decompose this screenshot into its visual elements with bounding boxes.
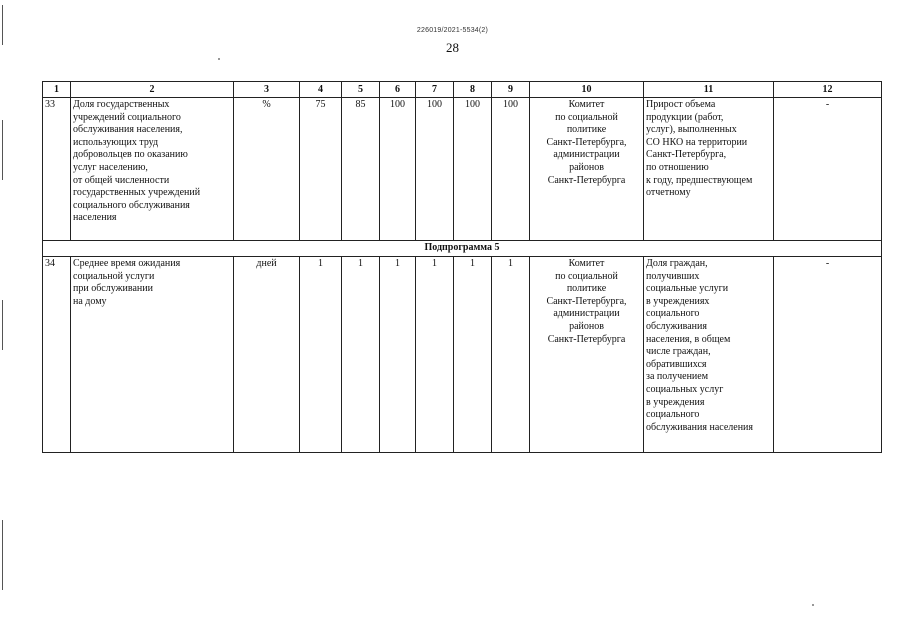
value-cell: 1 <box>492 257 530 453</box>
value-cell: 1 <box>454 257 492 453</box>
table-row <box>43 257 882 453</box>
related-indicator-cell: Доля граждан, получивших социальные услуги в учреждениях социального обслуживания населения, в общем числе граждан, обратившихся за получением социальных услуг в учреждения социального обслуживания населения <box>644 257 774 453</box>
column-header: 2 <box>71 82 234 98</box>
column-header: 8 <box>454 82 492 98</box>
row-number: 33 <box>43 98 71 241</box>
executor-cell: Комитет по социальной политике Санкт-Петербурга, администрации районов Санкт-Петербурга <box>530 98 644 241</box>
column-header-row <box>43 82 882 98</box>
scan-edge-mark <box>2 5 3 45</box>
column-header: 3 <box>234 82 300 98</box>
value-cell: 100 <box>380 98 416 241</box>
unit-cell: дней <box>234 257 300 453</box>
column-header: 7 <box>416 82 454 98</box>
scan-edge-mark <box>2 300 3 350</box>
value-cell: 1 <box>342 257 380 453</box>
note-cell: - <box>774 257 882 453</box>
subprogram-label: Подпрограмма 5 <box>43 241 882 257</box>
table-row <box>43 98 882 241</box>
value-cell: 100 <box>454 98 492 241</box>
column-header: 4 <box>300 82 342 98</box>
note-cell: - <box>774 98 882 241</box>
value-cell: 1 <box>416 257 454 453</box>
value-cell: 75 <box>300 98 342 241</box>
related-indicator-cell: Прирост объема продукции (работ, услуг), выполненных СО НКО на территории Санкт-Петербурга, по отношению к году, предшествующем отчетному <box>644 98 774 241</box>
indicators-table <box>42 81 882 453</box>
document-id: 226019/2021-5534(2) <box>416 27 489 34</box>
executor-cell: Комитет по социальной политике Санкт-Петербурга, администрации районов Санкт-Петербурга <box>530 257 644 453</box>
indicator-name: Среднее время ожидания социальной услуги при обслуживании на дому <box>71 257 234 453</box>
column-header: 12 <box>774 82 882 98</box>
scan-dot <box>812 604 814 606</box>
column-header: 11 <box>644 82 774 98</box>
value-cell: 100 <box>416 98 454 241</box>
column-header: 5 <box>342 82 380 98</box>
column-header: 1 <box>43 82 71 98</box>
column-header: 10 <box>530 82 644 98</box>
scan-edge-mark <box>2 120 3 180</box>
column-header: 9 <box>492 82 530 98</box>
scan-dot <box>218 58 220 60</box>
value-cell: 85 <box>342 98 380 241</box>
value-cell: 1 <box>380 257 416 453</box>
scan-edge-mark <box>2 520 3 590</box>
subprogram-row <box>43 241 882 257</box>
page-number: 28 <box>446 40 459 55</box>
row-number: 34 <box>43 257 71 453</box>
column-header: 6 <box>380 82 416 98</box>
value-cell: 1 <box>300 257 342 453</box>
indicator-name: Доля государственных учреждений социального обслуживания населения, использующих труд добровольцев по оказанию услуг населению, от общей численности государственных учреждений социального обслуживания населения <box>71 98 234 241</box>
value-cell: 100 <box>492 98 530 241</box>
unit-cell: % <box>234 98 300 241</box>
